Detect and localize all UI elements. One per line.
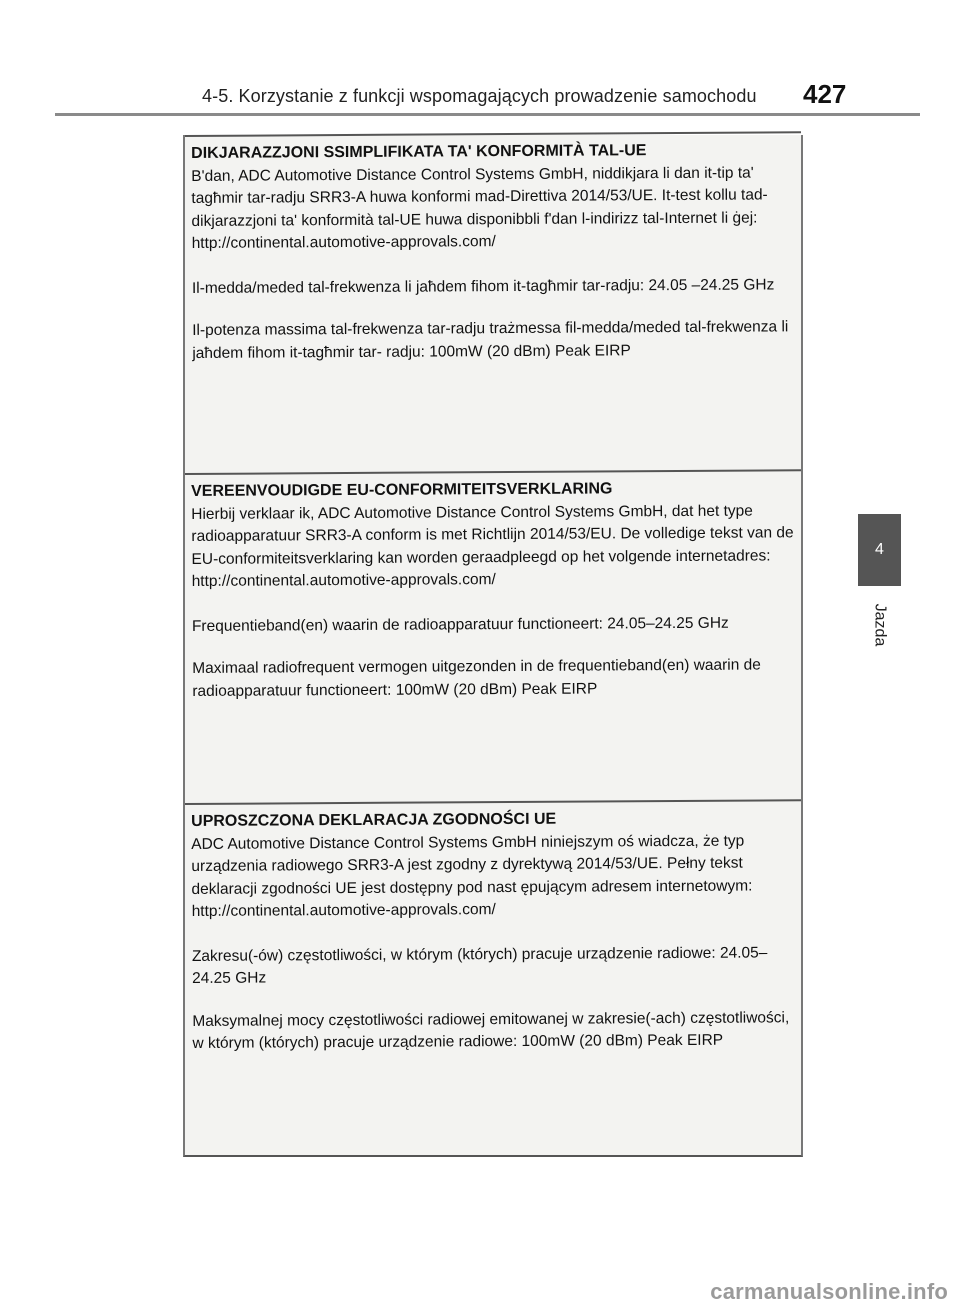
declaration-dutch [185,469,803,803]
declaration-body [191,830,796,924]
declaration-heading: UPROSZCZONA DEKLARACJA ZGODNOŚCI UE [191,810,557,830]
declaration-frequency: Zakresu(-ów) częstotliwości, w którym (których) pracuje urządzenie radiowe: 24.05–24.25 GHz [191,943,768,987]
chapter-label [858,596,901,654]
declaration-polish [185,799,803,1155]
declaration-url: http://continental.automotive-approvals.com/ [191,233,496,252]
declaration-heading: DIKJARAZZJONI SSIMPLIFIKATA TA' KONFORMITÀ TAL-UE [191,142,647,162]
declaration-frequency: Il-medda/meded tal-frekwenza li jaħdem fihom it-tagħmir tar-radju: 24.05 –24.25 GHz [191,275,775,297]
declaration-power: Il-potenza massima tal-frekwenza tar-radju trażmessa fil-medda/meded tal-frekwenza li jaħdem fihom it-tagħmir tar- radju: 100mW (20 dBm) Peak EIRP [192,318,789,362]
declaration-text: B'dan, ADC Automotive Distance Control Systems GmbH, niddikjara li dan it-tip ta' tagħmir tar-radju SRR3-A huwa konformi mad-Direttiva 2014/53/UE. It-test kollu tad-dikjarazzjoni ta' konformità tal-UE huwa disponibbli f'dan l-indirizz tal-Internet li ġej: [191,164,768,230]
scanned-declarations [183,135,803,1157]
declaration-text: Hierbij verklaar ik, ADC Automotive Distance Control Systems GmbH, dat het type radioapparatuur SRR3-A conform is met Richtlijn 2014/53/EU. De volledige tekst van de EU-conformiteitsverklaring kan worden geraadpleegd op het volgende internetadres: [191,502,794,568]
chapter-label-text: Jazda [871,603,889,647]
page-header-title: 4-5. Korzystanie z funkcji wspomagających prowadzenie samochodu [202,86,757,106]
declaration-heading: VEREENVOUDIGDE EU-CONFORMITEITSVERKLARING [191,480,613,500]
declaration-url: http://continental.automotive-approvals.com/ [191,571,496,590]
chapter-number: 4 [875,541,884,558]
header-divider [55,113,920,116]
declaration-power: Maksymalnej mocy częstotliwości radiowej emitowanej w zakresie(-ach) częstotliwości, w którym (których) pracuje urządzenie radiowe: 100mW (20 dBm) Peak EIRP [192,1008,790,1052]
declaration-body [191,500,796,594]
declaration-power: Maximaal radiofrequent vermogen uitgezonden in de frequentieband(en) waarin de radioapparatuur functioneert: 100mW (20 dBm) Peak EIRP [192,656,761,700]
declaration-text: ADC Automotive Distance Control Systems GmbH niniejszym oś wiadcza, że typ urządzenia radiowego SRR3-A jest zgodny z dyrektywą 2014/53/UE. Pełny tekst deklaracji zgodności UE jest dostępny pod nast ępującym adresem internetowym: [191,832,753,898]
declaration-body [191,162,796,256]
declaration-frequency: Frequentieband(en) waarin de radioapparatuur functioneert: 24.05–24.25 GHz [191,614,729,635]
site-watermark: carmanualsonline.info [710,1279,948,1304]
declaration-url: http://continental.automotive-approvals.com/ [191,901,496,920]
page-number: 427 [803,79,847,109]
chapter-tab[interactable] [858,514,901,586]
declaration-maltese [185,131,803,473]
